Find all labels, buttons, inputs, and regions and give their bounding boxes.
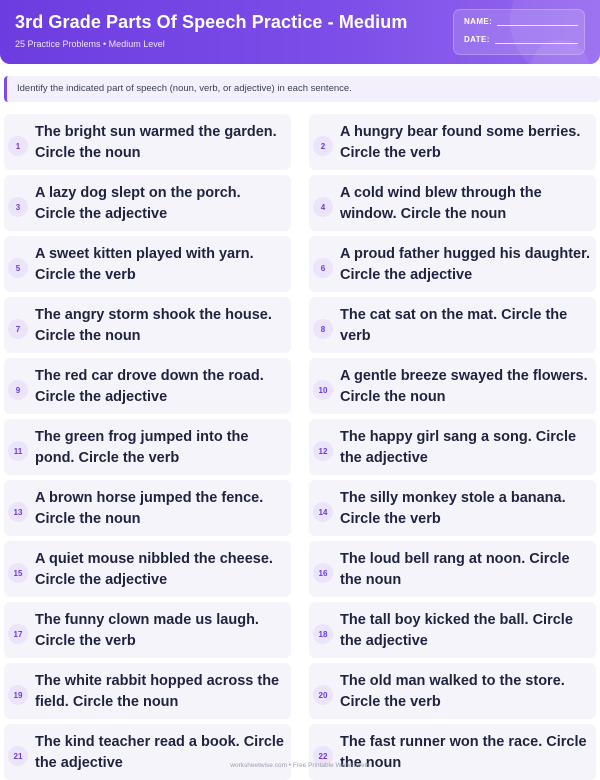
problem-text: The angry storm shook the house. Circle the noun <box>35 307 272 344</box>
problem-card <box>309 297 596 353</box>
problem-number-badge: 2 <box>313 136 333 156</box>
problem-card <box>309 480 596 536</box>
date-label: DATE: <box>464 35 490 44</box>
problem-text: A gentle breeze swayed the flowers. Circle the noun <box>340 368 588 405</box>
problem-card <box>4 663 291 719</box>
problem-card <box>309 663 596 719</box>
problem-card <box>309 114 596 170</box>
problem-card <box>4 175 291 231</box>
problem-card <box>4 602 291 658</box>
problem-text: The bright sun warmed the garden. Circle the noun <box>35 124 277 161</box>
worksheet-header <box>0 0 600 64</box>
problem-text: The happy girl sang a song. Circle the adjective <box>340 429 577 466</box>
problem-number-badge: 3 <box>8 197 28 217</box>
problem-text: A sweet kitten played with yarn. Circle the verb <box>35 246 254 283</box>
problem-card <box>4 541 291 597</box>
problem-number-badge: 15 <box>8 563 28 583</box>
problem-number-badge: 7 <box>8 319 28 339</box>
problem-card <box>309 724 596 780</box>
problem-number-badge: 10 <box>313 380 333 400</box>
problem-text: A lazy dog slept on the porch. Circle the adjective <box>35 185 241 222</box>
problem-text: The green frog jumped into the pond. Circle the verb <box>35 429 249 466</box>
problem-number-badge: 13 <box>8 502 28 522</box>
problem-text: The cat sat on the mat. Circle the verb <box>340 307 568 344</box>
page-title: 3rd Grade Parts Of Speech Practice - Medium <box>15 12 408 32</box>
problem-card <box>4 419 291 475</box>
date-line[interactable] <box>495 35 578 44</box>
problem-number-badge: 19 <box>8 685 28 705</box>
problem-card <box>4 297 291 353</box>
problem-number-badge: 5 <box>8 258 28 278</box>
problem-text: A brown horse jumped the fence. Circle the noun <box>35 490 264 527</box>
problem-text: The red car drove down the road. Circle the adjective <box>35 368 264 405</box>
name-label: NAME: <box>464 17 493 26</box>
problem-text: The kind teacher read a book. Circle the adjective <box>35 734 284 771</box>
problem-card <box>4 480 291 536</box>
footer: worksheetwise.com • Free Printable Worksheets <box>230 762 370 769</box>
problem-text: The loud bell rang at noon. Circle the noun <box>340 551 570 588</box>
problem-card <box>309 419 596 475</box>
name-row <box>464 17 578 26</box>
problem-card <box>309 358 596 414</box>
problem-text: A proud father hugged his daughter. Circle the adjective <box>340 246 590 283</box>
problem-number-badge: 11 <box>8 441 28 461</box>
problem-card <box>4 724 291 780</box>
problem-number-badge: 17 <box>8 624 28 644</box>
problem-number-badge: 22 <box>313 746 333 766</box>
problem-number-badge: 20 <box>313 685 333 705</box>
problem-number-badge: 18 <box>313 624 333 644</box>
problem-text: The fast runner won the race. Circle the noun <box>340 734 587 771</box>
name-line[interactable] <box>497 17 578 26</box>
problem-card <box>309 175 596 231</box>
problem-number-badge: 14 <box>313 502 333 522</box>
problem-card <box>309 602 596 658</box>
problem-number-badge: 6 <box>313 258 333 278</box>
problem-number-badge: 8 <box>313 319 333 339</box>
problem-number-badge: 4 <box>313 197 333 217</box>
problem-grid <box>4 114 600 780</box>
problem-text: The old man walked to the store. Circle the verb <box>340 673 565 710</box>
page-subtitle: 25 Practice Problems • Medium Level <box>15 39 165 49</box>
problem-number-badge: 1 <box>8 136 28 156</box>
problem-card <box>309 541 596 597</box>
problem-card <box>4 236 291 292</box>
problem-text: The white rabbit hopped across the field. Circle the noun <box>35 673 280 710</box>
instructions: Identify the indicated part of speech (noun, verb, or adjective) in each sentence. <box>4 76 600 102</box>
problem-number-badge: 12 <box>313 441 333 461</box>
problem-number-badge: 9 <box>8 380 28 400</box>
problem-card <box>4 114 291 170</box>
problem-card <box>309 236 596 292</box>
problem-text: A cold wind blew through the window. Circle the noun <box>340 185 542 222</box>
problem-text: The tall boy kicked the ball. Circle the adjective <box>340 612 573 649</box>
problem-card <box>4 358 291 414</box>
problem-text: A quiet mouse nibbled the cheese. Circle the adjective <box>35 551 273 588</box>
problem-number-badge: 16 <box>313 563 333 583</box>
problem-text: The silly monkey stole a banana. Circle the verb <box>340 490 566 527</box>
problem-number-badge: 21 <box>8 746 28 766</box>
name-date-box <box>453 9 585 55</box>
problem-text: The funny clown made us laugh. Circle the verb <box>35 612 259 649</box>
date-row <box>464 35 578 44</box>
problem-text: A hungry bear found some berries. Circle the verb <box>340 124 581 161</box>
